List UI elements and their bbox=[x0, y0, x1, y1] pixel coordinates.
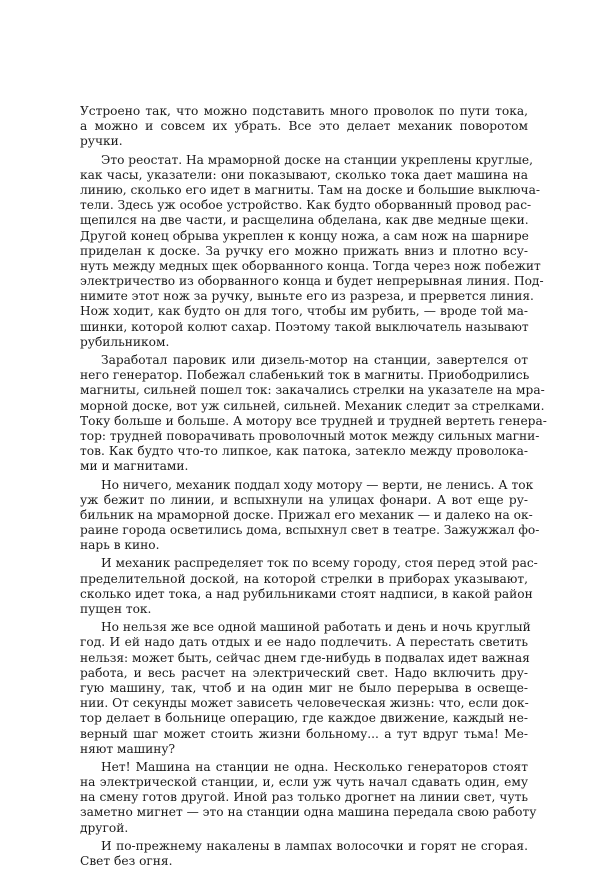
text-line: нии. От секунды может зависеть человеческая жизнь: что, если док- bbox=[80, 696, 529, 711]
text-line: пределительной доской, на которой стрелки в приборах указывают, bbox=[80, 571, 528, 586]
text-line: щепился на две части, и расщелина обделана, как две медные щеки. bbox=[80, 213, 529, 228]
paragraph bbox=[80, 759, 537, 836]
text-line: на смену готов другой. Иной раз только дрогнет на линии свет, чуть bbox=[80, 790, 528, 805]
text-line: тор: трудней поворачивать проволочный моток между сильных магни- bbox=[80, 428, 540, 443]
text-line: приделан к доске. За ручку его можно прижать вниз и плотно всу- bbox=[80, 243, 528, 258]
text-line: год. И ей надо дать отдых и ее надо подлечить. А перестать светить bbox=[80, 635, 528, 650]
paragraph bbox=[80, 556, 538, 617]
text-line: рубильником. bbox=[80, 334, 170, 349]
text-line: Это реостат. На мраморной доске на станции укреплены круглые, bbox=[101, 152, 533, 167]
text-line: гую машину, так, чтоб и на один миг не было перерыва в освеще- bbox=[80, 680, 528, 695]
text-line: тов. Как будто что-то липкое, как патока, затекло между проволока- bbox=[80, 444, 528, 459]
text-line: раине города осветились дома, вспыхнул свет в театре. Зажужжал фо- bbox=[80, 523, 540, 538]
text-line: другой. bbox=[80, 820, 129, 835]
text-line: Другой конец обрыва укреплен к концу ножа, а сам нож на шарнире bbox=[80, 228, 529, 243]
text-line: нимите этот нож за ручку, выньте его из разреза, и прервется линия. bbox=[80, 289, 534, 304]
text-line: И механик распределяет ток по всему городу, стоя перед этой рас- bbox=[101, 556, 538, 571]
paragraph bbox=[80, 152, 544, 350]
text-line: тели. Здесь уж особое устройство. Как будто оборванный провод рас- bbox=[80, 198, 532, 213]
text-line: Но ничего, механик поддал ходу мотору — верти, не ленись. А ток bbox=[101, 477, 534, 492]
text-line: нельзя: может быть, сейчас днем где-нибудь в подвалах идет важная bbox=[80, 650, 530, 665]
text-line: него генератор. Побежал слабенький ток в магниты. Приободрились bbox=[80, 368, 530, 383]
text-line: ми и магнитами. bbox=[80, 459, 189, 474]
paragraph bbox=[80, 353, 547, 475]
text-line: Но нельзя же все одной машиной работать и день и ночь круглый bbox=[101, 620, 531, 635]
text-line: Нож ходит, как будто он для того, чтобы им рубить, — вроде той ма- bbox=[80, 304, 528, 319]
text-line: нарь в кино. bbox=[80, 538, 160, 553]
text-line: Нет! Машина на станции не одна. Несколько генераторов стоят bbox=[101, 759, 528, 774]
text-line: как часы, указатели: они показывают, сколько тока дает машина на bbox=[80, 167, 528, 182]
text-line: а можно и совсем их убрать. Все это делает механик поворотом bbox=[80, 119, 528, 134]
text-line: тор делает в больнице операцию, где каждое движение, каждый не- bbox=[80, 711, 528, 726]
body-text bbox=[80, 104, 547, 869]
text-line: работа, и весь расчет на электрический свет. Надо включить дру- bbox=[80, 665, 528, 680]
text-line: Току больше и больше. А мотору все трудней и трудней вертеть генера- bbox=[80, 413, 547, 428]
text-line: магниты, сильней пошел ток: закачались стрелки на указателе на мра- bbox=[80, 383, 545, 398]
text-line: верный шаг может стоить жизни больному... а тут вдруг тьма! Ме- bbox=[80, 726, 528, 741]
text-line: линию, сколько его идет в магниты. Там на доске и большие выключа- bbox=[80, 182, 540, 197]
text-line: няют машину? bbox=[80, 741, 176, 756]
text-line: морной доске, вот уж сильней, сильней. Механик следит за стрелками. bbox=[80, 398, 545, 413]
text-line: шинки, которой колют сахар. Поэтому такой выключатель называют bbox=[80, 319, 529, 334]
text-line: бильник на мраморной доске. Прижал его механик — и далеко на ок- bbox=[80, 507, 533, 522]
text-line: сколько идет тока, а над рубильниками стоят надписи, в какой район bbox=[80, 586, 533, 601]
paragraph bbox=[80, 477, 540, 554]
paragraph bbox=[80, 839, 528, 869]
text-line: Заработал паровик или дизель-мотор на станции, завертелся от bbox=[101, 353, 528, 367]
text-line: электричество из оборванного конца и будет непрерывная линия. Под- bbox=[80, 274, 544, 289]
text-line: пущен ток. bbox=[80, 602, 152, 616]
text-line: нуть между медных щек оборванного конца. Тогда через нож побежит bbox=[80, 258, 541, 273]
text-line: ручки. bbox=[80, 134, 123, 149]
text-line: И по-прежнему накалены в лампах волосочки и горят не сгорая. bbox=[101, 838, 528, 853]
text-line: на электрической станции, и, если уж чуть начал сдавать один, ему bbox=[80, 775, 528, 790]
text-line: заметно мигнет — это на станции одна машина передала свою работу bbox=[80, 805, 537, 820]
text-line: Устроено так, что можно подставить много проволок по пути тока, bbox=[80, 104, 528, 118]
paragraph bbox=[80, 620, 531, 757]
text-line: уж бежит по линии, и вспыхнули на улицах фонари. А вот еще ру- bbox=[80, 492, 528, 507]
text-line: Свет без огня. bbox=[80, 854, 173, 868]
paragraph bbox=[80, 104, 528, 150]
